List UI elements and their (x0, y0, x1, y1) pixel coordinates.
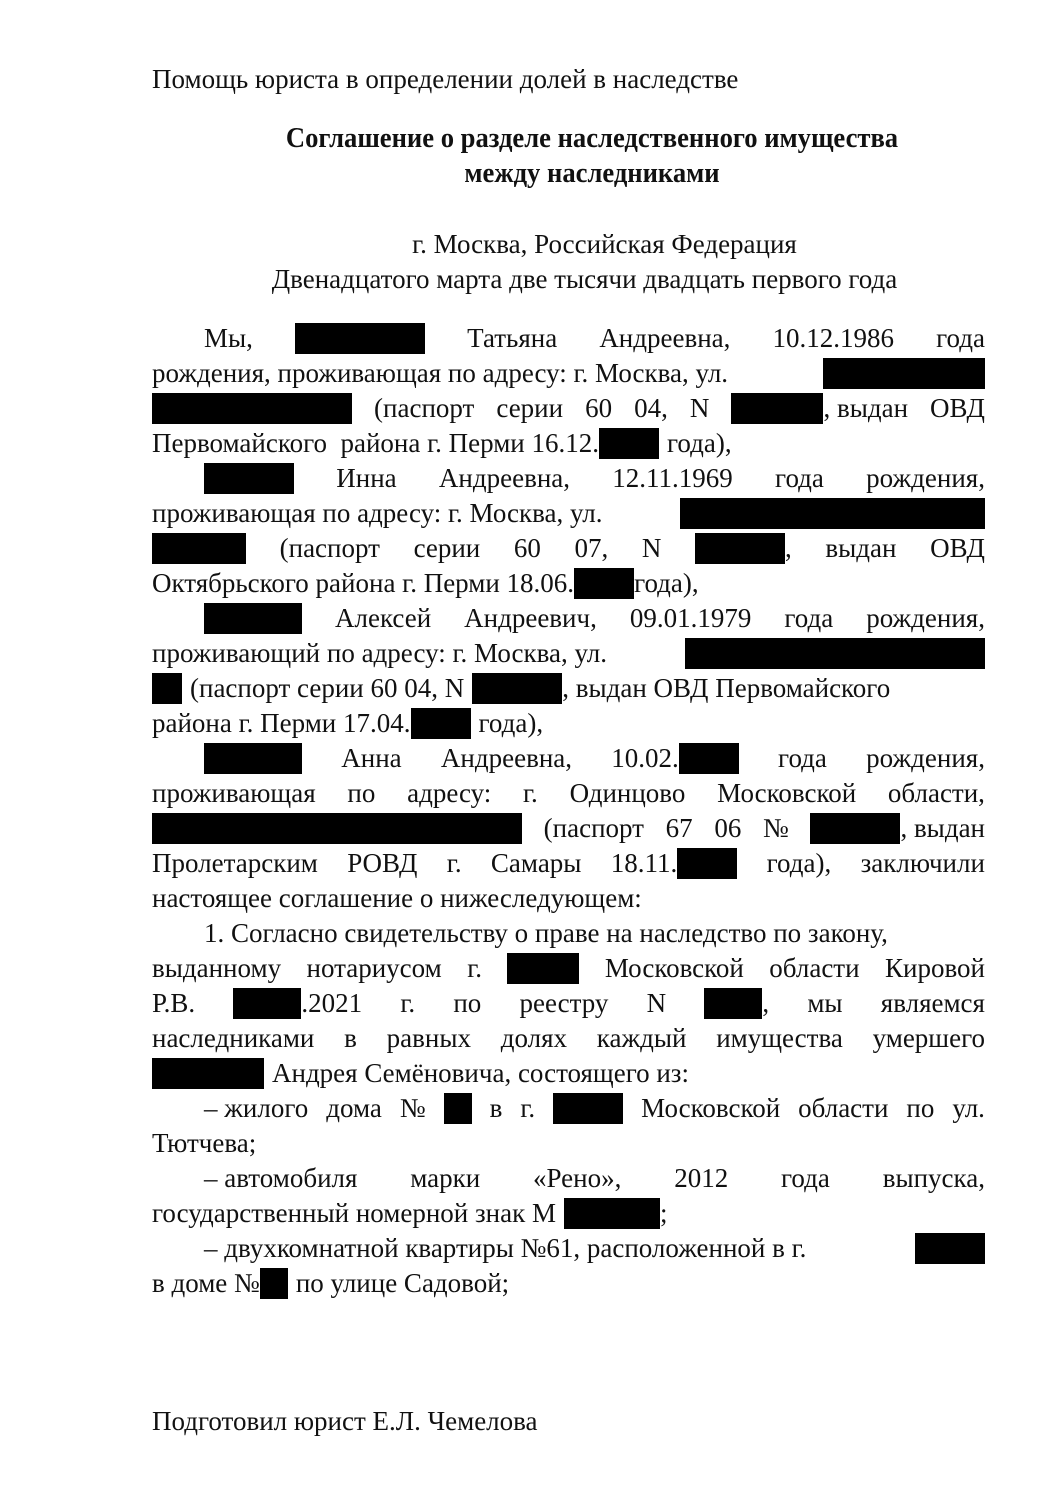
redacted-year (574, 568, 634, 599)
redacted-address (152, 813, 522, 844)
redacted-address (152, 393, 352, 424)
property-apartment-line-1: – двухкомнатной квартиры №61, расположенной в г. (204, 1231, 985, 1265)
redacted-passport-number (472, 673, 562, 704)
heir-4-line-2: проживающая по адресу: г. Одинцово Московской области, (152, 778, 985, 808)
heir-2-line-4: Октябрьского района г. Перми 18.06. года), (152, 568, 699, 598)
redacted-year (599, 428, 659, 459)
heir-2-line-1: Инна Андреевна, 12.11.1969 года рождения, (204, 461, 985, 495)
heir-4-line-3: (паспорт 67 06 № , выдан (152, 811, 985, 845)
redacted-year (677, 848, 737, 879)
heir-3-line-4: района г. Перми 17.04. года), (152, 708, 544, 738)
clause-1-line-4: наследниками в равных долях каждый имущества умершего (152, 1023, 985, 1053)
clause-1-line-3: Р.В. .2021 г. по реестру N , мы являемся (152, 988, 985, 1018)
redacted-year (411, 708, 471, 739)
redacted-plate-number (564, 1198, 660, 1229)
clause-1-line-2: выданному нотариусом г. Московской области Кировой (152, 953, 985, 983)
redacted-house-number (260, 1268, 288, 1299)
redacted-address (680, 498, 985, 529)
redacted-city (507, 953, 579, 984)
redacted-registry-number (704, 988, 762, 1019)
heir-1-line-4: Первомайского района г. Перми 16.12. года), (152, 428, 732, 458)
heir-1-line-3: (паспорт серии 60 04, N , выдан ОВД (152, 391, 985, 425)
redacted-address (152, 533, 246, 564)
redacted-city (915, 1233, 985, 1264)
heir-1-line-1: Мы, Татьяна Андреевна, 10.12.1986 года (204, 323, 985, 353)
redacted-house-number (444, 1093, 472, 1124)
clause-1-line-1: 1. Согласно свидетельству о праве на наследство по закону, (204, 918, 888, 948)
heir-4-line-4: Пролетарским РОВД г. Самары 18.11. года), заключили (152, 848, 985, 878)
redacted-surname (204, 463, 294, 494)
document-title-line-2: между наследниками (464, 158, 720, 189)
redacted-date (233, 988, 301, 1019)
header-note: Помощь юриста в определении долей в наследстве (152, 64, 739, 94)
heir-3-line-1: Алексей Андреевич, 09.01.1979 года рождения, (204, 601, 985, 635)
heir-4-line-1: Анна Андреевна, 10.02. года рождения, (204, 741, 985, 775)
property-house-line-2: Тютчева; (152, 1128, 257, 1158)
redacted-surname (295, 323, 425, 354)
redacted-city (553, 1093, 623, 1124)
heir-3-line-3: (паспорт серии 60 04, N , выдан ОВД Первомайского (152, 671, 985, 705)
heir-3-line-2: проживающий по адресу: г. Москва, ул. (152, 636, 985, 670)
redacted-address (823, 358, 985, 389)
redacted-year (679, 743, 739, 774)
place-line: г. Москва, Российская Федерация (412, 229, 797, 259)
redacted-surname (152, 1058, 264, 1089)
redacted-surname (204, 603, 302, 634)
property-car-line-1: – автомобиля марки «Рено», 2012 года выпуска, (204, 1163, 985, 1193)
property-house-line-1: – жилого дома № в г. Московской области по ул. (204, 1093, 985, 1123)
property-car-line-2: государственный номерной знак М ; (152, 1198, 668, 1228)
clause-1-line-5: Андрея Семёновича, состоящего из: (152, 1056, 985, 1090)
date-line: Двенадцатого марта две тысячи двадцать первого года (271, 264, 898, 294)
redacted-address (685, 638, 985, 669)
redacted-passport-number (731, 393, 823, 424)
redacted-address (152, 673, 182, 704)
redacted-passport-number (810, 813, 900, 844)
agreement-intro: настоящее соглашение о нижеследующем: (152, 883, 642, 913)
document-title-line-1: Соглашение о разделе наследственного имущества (285, 123, 899, 154)
footer-prepared-by: Подготовил юрист Е.Л. Чемелова (152, 1406, 538, 1436)
heir-1-line-2: рождения, проживающая по адресу: г. Москва, ул. (152, 356, 985, 390)
redacted-surname (204, 743, 302, 774)
redacted-passport-number (695, 533, 785, 564)
property-apartment-line-2: в доме № по улице Садовой; (152, 1268, 510, 1298)
heir-2-line-3: (паспорт серии 60 07, N , выдан ОВД (152, 531, 985, 565)
heir-2-line-2: проживающая по адресу: г. Москва, ул. (152, 496, 985, 530)
